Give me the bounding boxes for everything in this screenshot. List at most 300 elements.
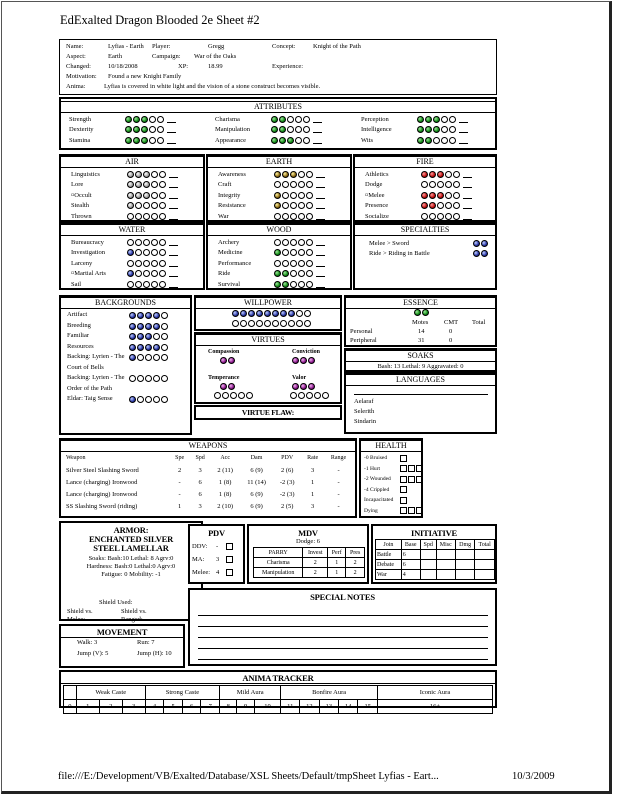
filled-dot[interactable]: [232, 310, 239, 317]
empty-dot[interactable]: [437, 181, 444, 188]
empty-dot[interactable]: [161, 312, 168, 319]
empty-dot[interactable]: [453, 213, 460, 220]
empty-dot[interactable]: [137, 375, 144, 382]
empty-dot[interactable]: [157, 116, 164, 123]
filled-dot[interactable]: [481, 240, 488, 247]
note-line[interactable]: [198, 638, 488, 649]
health-box[interactable]: [408, 507, 415, 514]
health-box[interactable]: [416, 465, 423, 472]
filled-dot[interactable]: [300, 383, 307, 390]
empty-dot[interactable]: [143, 260, 150, 267]
rating-blank-line[interactable]: [316, 202, 325, 209]
filled-dot[interactable]: [417, 126, 424, 133]
initiative-cell[interactable]: [475, 560, 495, 570]
empty-dot[interactable]: [137, 354, 144, 361]
filled-dot[interactable]: [129, 354, 136, 361]
empty-dot[interactable]: [290, 192, 297, 199]
empty-dot[interactable]: [445, 171, 452, 178]
filled-dot[interactable]: [437, 171, 444, 178]
filled-dot[interactable]: [127, 270, 134, 277]
rating-blank-line[interactable]: [463, 202, 472, 209]
empty-dot[interactable]: [306, 181, 313, 188]
empty-dot[interactable]: [159, 202, 166, 209]
empty-dot[interactable]: [306, 192, 313, 199]
filled-dot[interactable]: [473, 250, 480, 257]
weapon-row[interactable]: [63, 500, 353, 512]
empty-dot[interactable]: [157, 126, 164, 133]
empty-dot[interactable]: [306, 213, 313, 220]
empty-dot[interactable]: [290, 392, 297, 399]
empty-dot[interactable]: [288, 320, 295, 327]
health-box[interactable]: [400, 455, 407, 462]
empty-dot[interactable]: [295, 126, 302, 133]
filled-dot[interactable]: [135, 171, 142, 178]
filled-dot[interactable]: [137, 333, 144, 340]
empty-dot[interactable]: [135, 213, 142, 220]
empty-dot[interactable]: [449, 116, 456, 123]
rating-blank-line[interactable]: [169, 192, 178, 199]
empty-dot[interactable]: [145, 354, 152, 361]
filled-dot[interactable]: [145, 312, 152, 319]
rating-blank-line[interactable]: [316, 281, 325, 288]
empty-dot[interactable]: [161, 344, 168, 351]
empty-dot[interactable]: [449, 137, 456, 144]
empty-dot[interactable]: [429, 213, 436, 220]
rating-blank-line[interactable]: [459, 116, 468, 123]
initiative-cell[interactable]: [436, 560, 455, 570]
empty-dot[interactable]: [421, 213, 428, 220]
empty-dot[interactable]: [306, 171, 313, 178]
empty-dot[interactable]: [149, 137, 156, 144]
rating-blank-line[interactable]: [167, 137, 176, 144]
empty-dot[interactable]: [298, 239, 305, 246]
empty-dot[interactable]: [159, 213, 166, 220]
note-line[interactable]: [198, 649, 488, 660]
filled-dot[interactable]: [417, 116, 424, 123]
note-line[interactable]: [198, 616, 488, 627]
filled-dot[interactable]: [279, 126, 286, 133]
filled-dot[interactable]: [308, 357, 315, 364]
filled-dot[interactable]: [125, 137, 132, 144]
empty-dot[interactable]: [306, 239, 313, 246]
filled-dot[interactable]: [274, 202, 281, 209]
health-box[interactable]: [400, 465, 407, 472]
empty-dot[interactable]: [151, 270, 158, 277]
anima-level-cell[interactable]: 4: [145, 700, 164, 714]
filled-dot[interactable]: [272, 310, 279, 317]
filled-dot[interactable]: [256, 310, 263, 317]
empty-dot[interactable]: [230, 392, 237, 399]
empty-dot[interactable]: [149, 116, 156, 123]
empty-dot[interactable]: [303, 137, 310, 144]
empty-dot[interactable]: [306, 260, 313, 267]
rating-blank-line[interactable]: [169, 181, 178, 188]
empty-dot[interactable]: [453, 202, 460, 209]
rating-blank-line[interactable]: [459, 137, 468, 144]
filled-dot[interactable]: [425, 126, 432, 133]
filled-dot[interactable]: [145, 323, 152, 330]
empty-dot[interactable]: [232, 320, 239, 327]
empty-dot[interactable]: [449, 126, 456, 133]
empty-dot[interactable]: [159, 260, 166, 267]
initiative-cell[interactable]: [455, 570, 474, 580]
empty-dot[interactable]: [290, 239, 297, 246]
empty-dot[interactable]: [445, 202, 452, 209]
empty-dot[interactable]: [314, 392, 321, 399]
empty-dot[interactable]: [161, 323, 168, 330]
filled-dot[interactable]: [433, 116, 440, 123]
empty-dot[interactable]: [280, 320, 287, 327]
anima-level-cell[interactable]: 7: [201, 700, 220, 714]
rating-blank-line[interactable]: [316, 171, 325, 178]
empty-dot[interactable]: [274, 181, 281, 188]
rating-blank-line[interactable]: [313, 126, 322, 133]
health-box[interactable]: [400, 486, 407, 493]
filled-dot[interactable]: [264, 310, 271, 317]
empty-dot[interactable]: [296, 310, 303, 317]
rating-blank-line[interactable]: [167, 126, 176, 133]
filled-dot[interactable]: [271, 116, 278, 123]
weapon-row[interactable]: [63, 488, 353, 500]
empty-dot[interactable]: [151, 239, 158, 246]
filled-dot[interactable]: [274, 249, 281, 256]
filled-dot[interactable]: [308, 383, 315, 390]
empty-dot[interactable]: [282, 202, 289, 209]
anima-level-cell[interactable]: 13: [319, 700, 338, 714]
filled-dot[interactable]: [220, 357, 227, 364]
pdv-box[interactable]: [226, 569, 233, 576]
rating-blank-line[interactable]: [463, 213, 472, 220]
empty-dot[interactable]: [264, 320, 271, 327]
filled-dot[interactable]: [437, 192, 444, 199]
filled-dot[interactable]: [133, 126, 140, 133]
empty-dot[interactable]: [287, 116, 294, 123]
empty-dot[interactable]: [282, 213, 289, 220]
rating-blank-line[interactable]: [316, 192, 325, 199]
filled-dot[interactable]: [300, 357, 307, 364]
filled-dot[interactable]: [145, 344, 152, 351]
empty-dot[interactable]: [143, 239, 150, 246]
initiative-cell[interactable]: [420, 570, 436, 580]
empty-dot[interactable]: [135, 202, 142, 209]
filled-dot[interactable]: [425, 137, 432, 144]
rating-blank-line[interactable]: [169, 281, 178, 288]
empty-dot[interactable]: [159, 181, 166, 188]
filled-dot[interactable]: [129, 344, 136, 351]
filled-dot[interactable]: [129, 312, 136, 319]
note-line[interactable]: [198, 627, 488, 638]
empty-dot[interactable]: [222, 392, 229, 399]
health-box[interactable]: [408, 465, 415, 472]
filled-dot[interactable]: [127, 181, 134, 188]
empty-dot[interactable]: [272, 320, 279, 327]
empty-dot[interactable]: [304, 320, 311, 327]
filled-dot[interactable]: [127, 192, 134, 199]
rating-blank-line[interactable]: [463, 192, 472, 199]
filled-dot[interactable]: [280, 310, 287, 317]
filled-dot[interactable]: [481, 250, 488, 257]
filled-dot[interactable]: [228, 357, 235, 364]
empty-dot[interactable]: [290, 213, 297, 220]
empty-dot[interactable]: [256, 320, 263, 327]
empty-dot[interactable]: [290, 281, 297, 288]
empty-dot[interactable]: [159, 281, 166, 288]
rating-blank-line[interactable]: [169, 202, 178, 209]
empty-dot[interactable]: [287, 126, 294, 133]
empty-dot[interactable]: [298, 213, 305, 220]
empty-dot[interactable]: [421, 181, 428, 188]
empty-dot[interactable]: [322, 392, 329, 399]
empty-dot[interactable]: [274, 213, 281, 220]
anima-level-cell[interactable]: 10: [254, 700, 280, 714]
empty-dot[interactable]: [290, 260, 297, 267]
rating-blank-line[interactable]: [316, 181, 325, 188]
empty-dot[interactable]: [304, 310, 311, 317]
anima-level-cell[interactable]: 11: [281, 700, 300, 714]
health-box[interactable]: [416, 476, 423, 483]
empty-dot[interactable]: [135, 239, 142, 246]
rating-blank-line[interactable]: [313, 137, 322, 144]
filled-dot[interactable]: [137, 323, 144, 330]
empty-dot[interactable]: [151, 192, 158, 199]
anima-level-cell[interactable]: 5: [164, 700, 183, 714]
empty-dot[interactable]: [159, 192, 166, 199]
rating-blank-line[interactable]: [463, 171, 472, 178]
empty-dot[interactable]: [161, 354, 168, 361]
empty-dot[interactable]: [127, 213, 134, 220]
empty-dot[interactable]: [161, 396, 168, 403]
filled-dot[interactable]: [129, 333, 136, 340]
empty-dot[interactable]: [159, 239, 166, 246]
empty-dot[interactable]: [303, 116, 310, 123]
empty-dot[interactable]: [238, 392, 245, 399]
empty-dot[interactable]: [151, 202, 158, 209]
filled-dot[interactable]: [292, 383, 299, 390]
initiative-cell[interactable]: [436, 570, 455, 580]
health-box[interactable]: [416, 507, 423, 514]
empty-dot[interactable]: [298, 260, 305, 267]
empty-dot[interactable]: [135, 281, 142, 288]
anima-level-cell[interactable]: 9: [237, 700, 254, 714]
anima-level-cell[interactable]: 14: [339, 700, 358, 714]
note-line[interactable]: [198, 605, 488, 616]
empty-dot[interactable]: [137, 396, 144, 403]
empty-dot[interactable]: [433, 137, 440, 144]
empty-dot[interactable]: [453, 192, 460, 199]
empty-dot[interactable]: [306, 202, 313, 209]
filled-dot[interactable]: [145, 333, 152, 340]
health-box[interactable]: [400, 476, 407, 483]
filled-dot[interactable]: [288, 310, 295, 317]
empty-dot[interactable]: [306, 392, 313, 399]
filled-dot[interactable]: [133, 116, 140, 123]
empty-dot[interactable]: [135, 260, 142, 267]
filled-dot[interactable]: [422, 309, 429, 316]
filled-dot[interactable]: [240, 310, 247, 317]
filled-dot[interactable]: [282, 270, 289, 277]
empty-dot[interactable]: [282, 260, 289, 267]
empty-dot[interactable]: [298, 270, 305, 277]
empty-dot[interactable]: [143, 202, 150, 209]
filled-dot[interactable]: [274, 171, 281, 178]
rating-blank-line[interactable]: [316, 213, 325, 220]
empty-dot[interactable]: [303, 126, 310, 133]
rating-blank-line[interactable]: [167, 116, 176, 123]
empty-dot[interactable]: [151, 171, 158, 178]
anima-level-cell[interactable]: 1: [76, 700, 99, 714]
rating-blank-line[interactable]: [169, 239, 178, 246]
filled-dot[interactable]: [129, 323, 136, 330]
filled-dot[interactable]: [274, 281, 281, 288]
rating-blank-line[interactable]: [316, 270, 325, 277]
filled-dot[interactable]: [141, 116, 148, 123]
empty-dot[interactable]: [145, 396, 152, 403]
filled-dot[interactable]: [127, 249, 134, 256]
rating-blank-line[interactable]: [316, 260, 325, 267]
anima-level-cell[interactable]: 2: [99, 700, 122, 714]
rating-blank-line[interactable]: [169, 249, 178, 256]
empty-dot[interactable]: [298, 249, 305, 256]
filled-dot[interactable]: [135, 192, 142, 199]
empty-dot[interactable]: [445, 192, 452, 199]
filled-dot[interactable]: [141, 126, 148, 133]
pdv-box[interactable]: [226, 556, 233, 563]
health-box[interactable]: [408, 476, 415, 483]
empty-dot[interactable]: [240, 320, 247, 327]
filled-dot[interactable]: [153, 344, 160, 351]
anima-level-cell[interactable]: 8: [220, 700, 237, 714]
filled-dot[interactable]: [125, 116, 132, 123]
filled-dot[interactable]: [220, 383, 227, 390]
filled-dot[interactable]: [141, 137, 148, 144]
empty-dot[interactable]: [161, 333, 168, 340]
empty-dot[interactable]: [135, 249, 142, 256]
filled-dot[interactable]: [135, 181, 142, 188]
filled-dot[interactable]: [153, 323, 160, 330]
filled-dot[interactable]: [125, 126, 132, 133]
filled-dot[interactable]: [153, 312, 160, 319]
empty-dot[interactable]: [282, 249, 289, 256]
empty-dot[interactable]: [127, 260, 134, 267]
empty-dot[interactable]: [453, 181, 460, 188]
empty-dot[interactable]: [441, 116, 448, 123]
empty-dot[interactable]: [143, 281, 150, 288]
empty-dot[interactable]: [159, 249, 166, 256]
rating-blank-line[interactable]: [169, 171, 178, 178]
filled-dot[interactable]: [292, 357, 299, 364]
empty-dot[interactable]: [437, 213, 444, 220]
empty-dot[interactable]: [153, 375, 160, 382]
filled-dot[interactable]: [133, 137, 140, 144]
empty-dot[interactable]: [145, 375, 152, 382]
rating-blank-line[interactable]: [169, 260, 178, 267]
empty-dot[interactable]: [135, 270, 142, 277]
filled-dot[interactable]: [282, 281, 289, 288]
filled-dot[interactable]: [129, 396, 136, 403]
empty-dot[interactable]: [441, 126, 448, 133]
empty-dot[interactable]: [298, 171, 305, 178]
empty-dot[interactable]: [159, 171, 166, 178]
filled-dot[interactable]: [429, 202, 436, 209]
empty-dot[interactable]: [295, 116, 302, 123]
pdv-box[interactable]: [226, 543, 233, 550]
empty-dot[interactable]: [306, 249, 313, 256]
filled-dot[interactable]: [429, 171, 436, 178]
empty-dot[interactable]: [151, 249, 158, 256]
empty-dot[interactable]: [290, 270, 297, 277]
filled-dot[interactable]: [421, 192, 428, 199]
empty-dot[interactable]: [441, 137, 448, 144]
initiative-cell[interactable]: [455, 550, 474, 560]
filled-dot[interactable]: [282, 171, 289, 178]
filled-dot[interactable]: [425, 116, 432, 123]
filled-dot[interactable]: [143, 181, 150, 188]
empty-dot[interactable]: [445, 181, 452, 188]
initiative-cell[interactable]: [420, 550, 436, 560]
empty-dot[interactable]: [445, 213, 452, 220]
empty-dot[interactable]: [290, 249, 297, 256]
filled-dot[interactable]: [127, 171, 134, 178]
rating-blank-line[interactable]: [459, 126, 468, 133]
empty-dot[interactable]: [161, 375, 168, 382]
filled-dot[interactable]: [279, 116, 286, 123]
empty-dot[interactable]: [429, 181, 436, 188]
empty-dot[interactable]: [143, 213, 150, 220]
anima-level-cell[interactable]: 3: [122, 700, 145, 714]
empty-dot[interactable]: [298, 202, 305, 209]
empty-dot[interactable]: [214, 392, 221, 399]
filled-dot[interactable]: [429, 192, 436, 199]
filled-dot[interactable]: [274, 270, 281, 277]
empty-dot[interactable]: [127, 281, 134, 288]
initiative-cell[interactable]: [475, 570, 495, 580]
empty-dot[interactable]: [295, 137, 302, 144]
health-box[interactable]: [400, 507, 407, 514]
empty-dot[interactable]: [290, 181, 297, 188]
empty-dot[interactable]: [306, 281, 313, 288]
weapon-row[interactable]: [63, 476, 353, 488]
empty-dot[interactable]: [298, 281, 305, 288]
rating-blank-line[interactable]: [169, 270, 178, 277]
empty-dot[interactable]: [151, 181, 158, 188]
filled-dot[interactable]: [473, 240, 480, 247]
filled-dot[interactable]: [137, 344, 144, 351]
filled-dot[interactable]: [274, 192, 281, 199]
rating-blank-line[interactable]: [463, 181, 472, 188]
empty-dot[interactable]: [246, 392, 253, 399]
empty-dot[interactable]: [298, 392, 305, 399]
rating-blank-line[interactable]: [316, 249, 325, 256]
empty-dot[interactable]: [151, 260, 158, 267]
empty-dot[interactable]: [282, 239, 289, 246]
anima-level-cell[interactable]: 16+: [378, 700, 493, 714]
anima-level-cell[interactable]: 12: [300, 700, 319, 714]
empty-dot[interactable]: [274, 239, 281, 246]
empty-dot[interactable]: [157, 137, 164, 144]
empty-dot[interactable]: [453, 171, 460, 178]
anima-level-cell[interactable]: 15: [358, 700, 378, 714]
empty-dot[interactable]: [282, 192, 289, 199]
empty-dot[interactable]: [248, 320, 255, 327]
filled-dot[interactable]: [421, 171, 428, 178]
empty-dot[interactable]: [127, 239, 134, 246]
empty-dot[interactable]: [143, 249, 150, 256]
filled-dot[interactable]: [271, 137, 278, 144]
filled-dot[interactable]: [421, 202, 428, 209]
empty-dot[interactable]: [153, 354, 160, 361]
health-box[interactable]: [400, 497, 407, 504]
empty-dot[interactable]: [298, 181, 305, 188]
